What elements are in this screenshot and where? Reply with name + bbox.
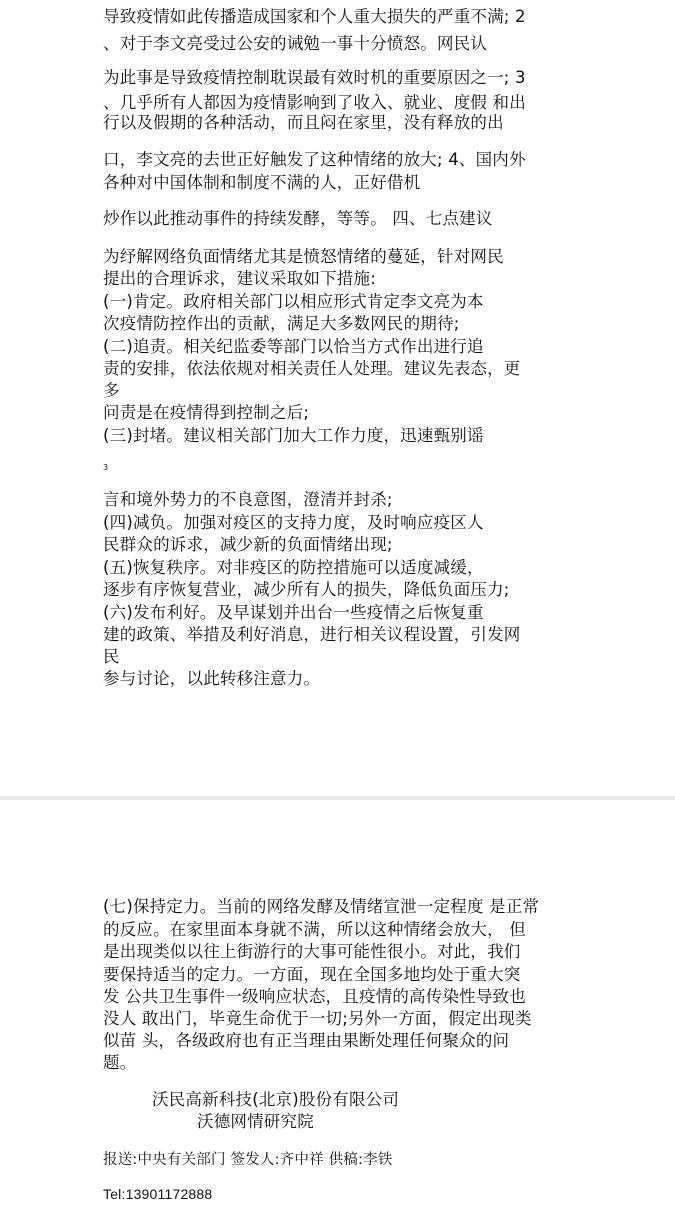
text-line: 民 xyxy=(103,647,120,666)
text-line: 行以及假期的各种活动，而且闷在家里，没有释放的出 xyxy=(103,113,504,132)
text-line: 参与讨论，以此转移注意力。 xyxy=(103,669,321,688)
text-line: 为纾解网络负面情绪尤其是愤怒情绪的蔓延，针对网民 xyxy=(103,247,504,266)
text-line: (六)发布利好。及早谋划并出台一些疫情之后恢复重 xyxy=(103,603,484,622)
text-line: 没人 敢出门，毕竟生命优于一切;另外一方面，假定出现类 xyxy=(103,1009,532,1028)
signature-company: 沃民高新科技(北京)股份有限公司 xyxy=(152,1090,400,1109)
text-line: 提出的合理诉求，建议采取如下措施: xyxy=(103,269,376,288)
text-line: (五)恢复秩序。对非疫区的防控措施可以适度减缓， xyxy=(103,558,484,577)
text-line: 导致疫情如此传播造成国家和个人重大损失的严重不满; 2 xyxy=(103,7,526,26)
text-line: (二)追责。相关纪监委等部门以恰当方式作出进行追 xyxy=(103,337,484,356)
text-line: 建的政策、举措及利好消息，进行相关议程设置，引发网 xyxy=(103,625,521,644)
text-line: 多 xyxy=(103,381,120,400)
document-page-2 xyxy=(0,800,675,1200)
text-line: 次疫情防控作出的贡献，满足大多数网民的期待; xyxy=(103,314,460,333)
text-line: (四)减负。加强对疫区的支持力度，及时响应疫区人 xyxy=(103,513,484,532)
text-line: 民群众的诉求，减少新的负面情绪出现; xyxy=(103,535,393,554)
page-number: 3 xyxy=(103,463,109,472)
text-line: 发 公共卫生事件一级响应状态，且疫情的高传染性导致也 xyxy=(103,987,526,1006)
text-line: 逐步有序恢复营业，减少所有人的损失，降低负面压力; xyxy=(103,580,510,599)
text-line: 责的安排，依法依规对相关责任人处理。建议先表态，更 xyxy=(103,359,521,378)
text-line: 题。 xyxy=(103,1053,137,1072)
text-line: (一)肯定。政府相关部门以相应形式肯定李文亮为本 xyxy=(103,292,484,311)
text-line: 、对于李文亮受过公安的诫勉一事十分愤怒。网民认 xyxy=(103,34,488,53)
text-line: 、几乎所有人都因为疫情影响到了收入、就业、度假 和出 xyxy=(103,93,526,112)
text-line: 的反应。在家里面本身就不满，所以这种情绪会放大， 但 xyxy=(103,920,526,939)
text-line: (三)封堵。建议相关部门加大工作力度，迅速甄别谣 xyxy=(103,426,484,445)
text-line: 言和境外势力的不良意图，澄清并封杀; xyxy=(103,490,393,509)
text-line: 问责是在疫情得到控制之后; xyxy=(103,403,310,422)
text-line: 各种对中国体制和制度不满的人，正好借机 xyxy=(103,173,421,192)
contact-tel: Tel:13901172888 xyxy=(103,1186,213,1202)
text-line: 口，李文亮的去世正好触发了这种情绪的放大; 4、国内外 xyxy=(103,150,526,169)
text-line: 是出现类似以往上街游行的大事可能性很小。对此，我们 xyxy=(103,942,521,961)
report-line: 报送:中央有关部门 签发人:齐中祥 供稿:李铁 xyxy=(103,1152,393,1168)
text-line: 为此事是导致疫情控制耽误最有效时机的重要原因之一; 3 xyxy=(103,68,526,87)
text-line: 似苗 头，各级政府也有正当理由果断处理任何聚众的问 xyxy=(103,1031,510,1050)
text-line: (七)保持定力。当前的网络发酵及情绪宣泄一定程度 是正常 xyxy=(103,897,540,916)
text-line: 要保持适当的定力。一方面，现在全国多地均处于重大突 xyxy=(103,965,521,984)
signature-institute: 沃德网情研究院 xyxy=(197,1112,314,1131)
text-line: 炒作以此推动事件的持续发酵，等等。 四、七点建议 xyxy=(103,209,493,228)
